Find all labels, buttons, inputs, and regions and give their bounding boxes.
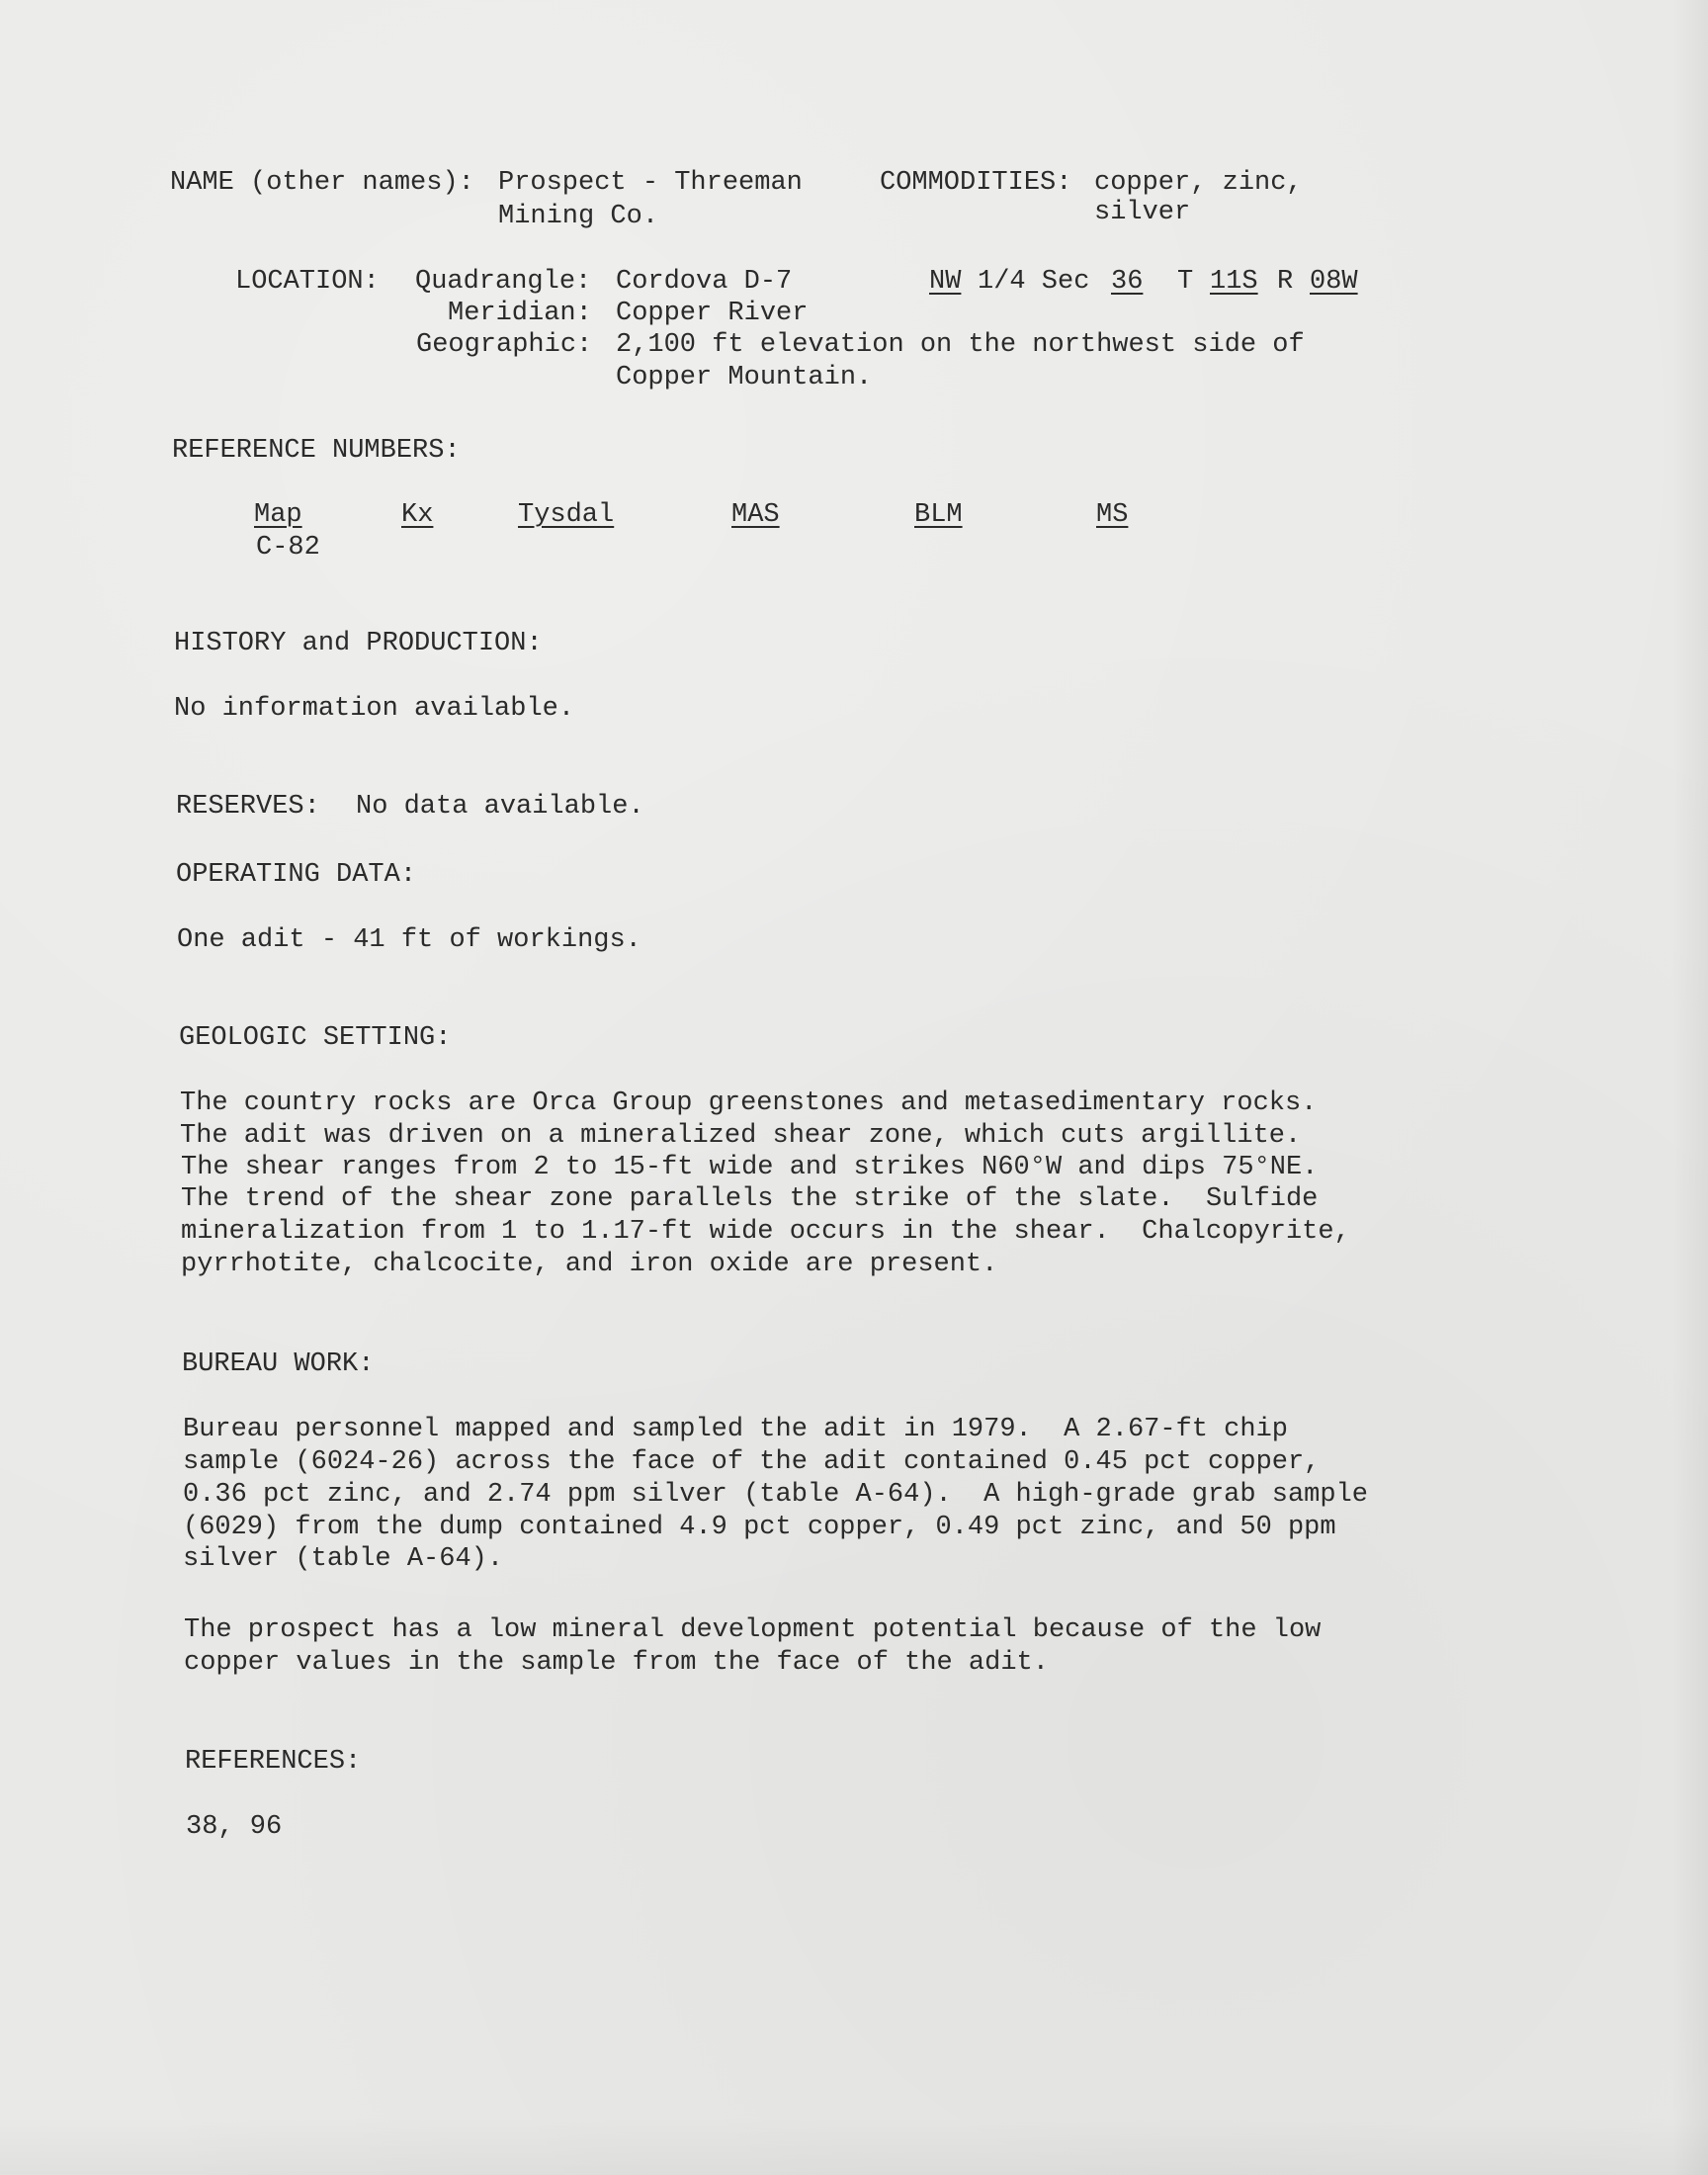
- bureau-p2-line: The prospect has a low mineral development potential because of the low: [184, 1615, 1322, 1645]
- commodities-line1: copper, zinc,: [1094, 168, 1303, 198]
- geographic-line1: 2,100 ft elevation on the northwest side of: [616, 330, 1305, 360]
- meridian-label: Meridian:: [448, 299, 592, 328]
- bureau-p1-line: Bureau personnel mapped and sampled the adit in 1979. A 2.67-ft chip: [183, 1415, 1288, 1444]
- township-label: T: [1177, 267, 1194, 297]
- name-value-line2: Mining Co.: [498, 202, 659, 231]
- meridian-value: Copper River: [616, 299, 809, 328]
- bureau-p2-line: copper values in the sample from the face of the adit.: [184, 1648, 1049, 1678]
- township-value: 11S: [1210, 267, 1258, 297]
- geologic-line: The trend of the shear zone parallels the strike of the slate. Sulfide: [181, 1184, 1319, 1214]
- reserves-text: No data available.: [356, 792, 644, 822]
- quarter-section: NW: [929, 267, 962, 297]
- geologic-line: The adit was driven on a mineralized shear zone, which cuts argillite.: [180, 1121, 1302, 1151]
- references-label: REFERENCES:: [185, 1747, 362, 1777]
- quadrangle-value: Cordova D-7: [616, 267, 793, 297]
- ref-col-map: Map: [254, 500, 302, 530]
- quarter-suffix: 1/4 Sec: [978, 267, 1090, 297]
- name-value-line1: Prospect - Threeman: [498, 168, 803, 198]
- name-label: NAME (other names):: [170, 168, 474, 198]
- range-label: R: [1277, 267, 1294, 297]
- geologic-line: The shear ranges from 2 to 15-ft wide and strikes N60°W and dips 75°NE.: [181, 1153, 1319, 1182]
- ref-col-tysdal: Tysdal: [518, 500, 615, 530]
- reserves-label: RESERVES:: [176, 792, 320, 822]
- section-number: 36: [1111, 267, 1144, 297]
- history-label: HISTORY and PRODUCTION:: [174, 629, 543, 658]
- commodities-label: COMMODITIES:: [880, 168, 1072, 198]
- ref-col-mas: MAS: [731, 500, 780, 530]
- page-bottom-shadow: [0, 2116, 1708, 2175]
- commodities-line2: silver: [1094, 198, 1191, 227]
- ref-map-value: C-82: [256, 533, 320, 563]
- ref-col-ms: MS: [1096, 500, 1129, 530]
- location-label: LOCATION:: [235, 267, 380, 297]
- history-text: No information available.: [174, 694, 575, 724]
- bureau-p1-line: (6029) from the dump contained 4.9 pct copper, 0.49 pct zinc, and 50 ppm: [183, 1513, 1336, 1542]
- bureau-label: BUREAU WORK:: [182, 1349, 375, 1379]
- range-value: 08W: [1310, 267, 1358, 297]
- geologic-line: The country rocks are Orca Group greenstones and metasedimentary rocks.: [180, 1088, 1318, 1118]
- geographic-line2: Copper Mountain.: [616, 363, 873, 392]
- bureau-p1-line: 0.36 pct zinc, and 2.74 ppm silver (table A-64). A high-grade grab sample: [183, 1480, 1368, 1510]
- operating-label: OPERATING DATA:: [176, 860, 417, 890]
- reference-numbers-label: REFERENCE NUMBERS:: [172, 436, 461, 466]
- operating-text: One adit - 41 ft of workings.: [177, 925, 641, 955]
- references-text: 38, 96: [186, 1812, 283, 1842]
- ref-col-kx: Kx: [401, 500, 434, 530]
- geologic-label: GEOLOGIC SETTING:: [179, 1023, 452, 1053]
- geologic-line: mineralization from 1 to 1.17-ft wide occurs in the shear. Chalcopyrite,: [181, 1217, 1350, 1247]
- ref-col-blm: BLM: [914, 500, 963, 530]
- geographic-label: Geographic:: [416, 330, 593, 360]
- geologic-line: pyrrhotite, chalcocite, and iron oxide are present.: [181, 1250, 998, 1279]
- bureau-p1-line: silver (table A-64).: [183, 1544, 504, 1574]
- bureau-p1-line: sample (6024-26) across the face of the adit contained 0.45 pct copper,: [183, 1447, 1321, 1477]
- page-edge-shadow: [1672, 0, 1708, 2175]
- quadrangle-label: Quadrangle:: [415, 267, 592, 297]
